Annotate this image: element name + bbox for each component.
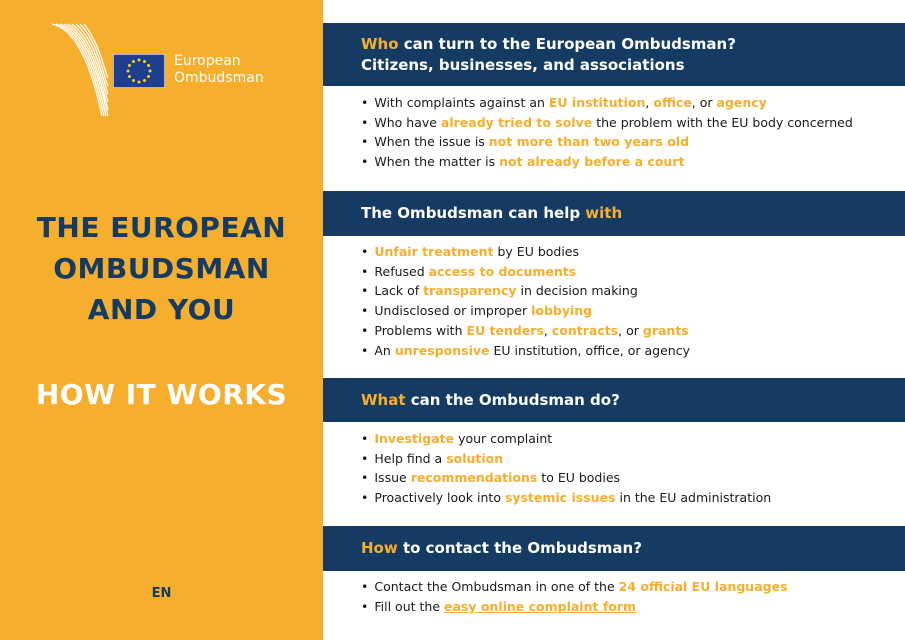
item-text: Who have (374, 114, 441, 130)
item-text: Problems with (374, 322, 467, 338)
highlight-text: access to documents (428, 263, 577, 279)
bullet-icon: • (361, 303, 369, 319)
item-text: , (543, 322, 552, 338)
item-text: in decision making (516, 283, 638, 299)
item-text: When the matter is (374, 154, 500, 170)
item-text: , or (691, 95, 717, 110)
bullet-icon: • (361, 263, 369, 279)
section-heading (361, 203, 905, 224)
bullet-icon: • (361, 598, 369, 614)
list-item (361, 281, 901, 301)
list-item (361, 577, 901, 597)
flag-star (147, 64, 150, 67)
list-item (361, 449, 901, 469)
bullet-icon: • (361, 470, 369, 486)
bullet-icon: • (361, 244, 369, 259)
section-heading (361, 538, 905, 559)
highlight-text: contracts (551, 322, 619, 338)
highlight-text: EU institution (548, 95, 646, 110)
flag-star (127, 70, 130, 73)
highlight-text: grants (642, 322, 689, 338)
highlight-text: recommendations (410, 470, 538, 486)
heading-text: to contact the Ombudsman? (397, 539, 642, 557)
bullet-icon: • (361, 154, 369, 170)
bullet-icon: • (361, 134, 369, 150)
item-text: Lack of (374, 283, 424, 299)
section-list-who (361, 93, 901, 172)
item-text: Contact the Ombudsman in one of the (374, 579, 619, 594)
language-code: EN (151, 586, 172, 601)
bullet-icon: • (361, 431, 369, 446)
flag-star (132, 60, 135, 63)
list-item (361, 301, 901, 321)
highlight-text: EU tenders (466, 322, 544, 338)
highlight-text: not more than two years old (488, 134, 690, 150)
ombudsman-wing-icon (50, 20, 120, 120)
list-item (361, 152, 901, 172)
item-text: Undisclosed or improper (374, 303, 532, 319)
brand-line1: European (174, 53, 241, 69)
bullet-icon: • (361, 95, 369, 110)
ombudsman-logo (50, 20, 290, 120)
highlight-text: already tried to solve (440, 114, 593, 130)
subtitle-how-it-works: HOW IT WORKS (35, 378, 288, 411)
flag-star (128, 64, 131, 67)
list-item (361, 488, 901, 508)
item-text: Fill out the (374, 598, 444, 614)
item-text: in the EU administration (615, 490, 772, 506)
bullet-icon: • (361, 579, 369, 594)
section-heading (361, 390, 905, 411)
highlight-text: agency (716, 95, 767, 110)
bullet-icon: • (361, 322, 369, 338)
highlight-text: systemic issues (504, 490, 616, 506)
section-list-what (361, 429, 901, 508)
section-list-how (361, 577, 901, 616)
flag-star (147, 75, 150, 78)
left-panel (0, 0, 323, 640)
list-item (361, 429, 901, 449)
heading-highlight: How (361, 539, 398, 557)
heading-highlight: What (361, 391, 406, 409)
item-text: When the issue is (374, 134, 489, 150)
bullet-icon: • (361, 342, 369, 358)
list-item (361, 113, 901, 133)
brand-line2: Ombudsman (174, 70, 264, 86)
list-item (361, 468, 901, 488)
item-text: Issue (374, 470, 411, 486)
highlight-text: solution (446, 450, 504, 466)
list-item (361, 262, 901, 282)
title-line-3: AND YOU (87, 293, 236, 326)
list-item (361, 93, 901, 113)
item-text: Proactively look into (374, 490, 505, 506)
section-header-who (323, 23, 905, 86)
flag-star (132, 79, 135, 82)
heading-text: can the Ombudsman do? (405, 391, 620, 409)
list-item (361, 132, 901, 152)
flag-star (143, 60, 146, 63)
title-line-1: THE EUROPEAN (36, 211, 287, 244)
highlight-text: unresponsive (394, 342, 490, 358)
highlight-text: transparency (423, 283, 517, 299)
section-heading-line2: Citizens, businesses, and associations (361, 56, 685, 74)
title-line-2: OMBUDSMAN (53, 252, 270, 285)
highlight-text: lobbying (531, 303, 593, 319)
heading-highlight: Who (361, 35, 399, 53)
heading-text: can turn to the European Ombudsman? (398, 35, 736, 53)
bullet-icon: • (361, 490, 369, 506)
item-text: , (645, 95, 654, 110)
highlight-text: office (653, 95, 692, 110)
heading-highlight: with (585, 204, 623, 222)
heading-text: The Ombudsman can help (361, 204, 586, 222)
bullet-icon: • (361, 450, 369, 466)
bullet-icon: • (361, 283, 369, 299)
item-text: the problem with the EU body concerned (592, 114, 853, 130)
eu-flag-icon (113, 54, 165, 88)
item-text: An (374, 342, 395, 358)
list-item (361, 597, 901, 617)
highlight-text: 24 official EU languages (618, 579, 788, 594)
section-heading (361, 34, 905, 55)
section-header-help (323, 191, 905, 236)
content-panel (323, 0, 905, 640)
highlight-text: Unfair treatment (374, 244, 494, 259)
highlight-text: Investigate (374, 431, 455, 446)
highlight-text: not already before a court (499, 154, 685, 170)
item-text: Help find a (374, 450, 447, 466)
item-text: EU institution, office, or agency (489, 342, 690, 358)
list-item (361, 242, 901, 262)
section-list-help (361, 242, 901, 360)
complaint-form-link[interactable]: easy online complaint form (443, 598, 637, 614)
section-header-how (323, 526, 905, 571)
flag-star (149, 70, 152, 73)
section-header-what (323, 378, 905, 422)
item-text: by EU bodies (493, 244, 580, 259)
list-item (361, 341, 901, 361)
item-text: , or (618, 322, 643, 338)
item-text: Refused (374, 263, 429, 279)
brand-name (174, 53, 264, 87)
flag-star (128, 75, 131, 78)
item-text: With complaints against an (374, 95, 549, 110)
flag-star (143, 79, 146, 82)
flag-star (138, 59, 141, 62)
item-text: your complaint (454, 431, 553, 446)
flag-star (138, 81, 141, 84)
item-text: to EU bodies (537, 470, 621, 486)
list-item (361, 321, 901, 341)
bullet-icon: • (361, 114, 369, 130)
